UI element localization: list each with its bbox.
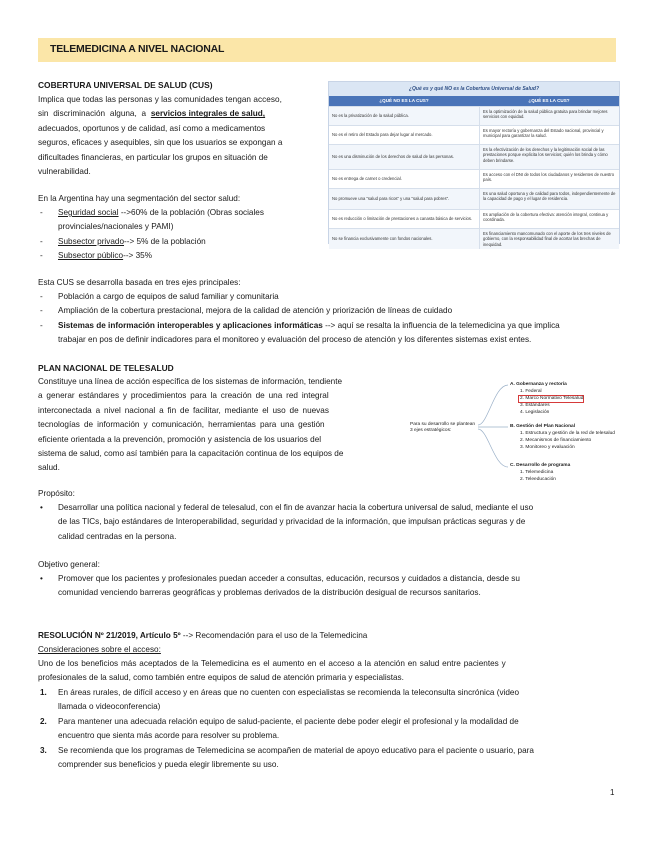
plan-paragraph	[38, 375, 394, 476]
segment-item: - Seguridad social -->60% de la población (Obras sociales	[40, 208, 264, 217]
axis-item: - Sistemas de información interoperables y aplicaciones informáticas --> aquí se resalta la influencia de la telemedicina ya que implica	[40, 320, 560, 330]
title-band	[38, 38, 616, 62]
table-row: No es reducción o limitación de prestaciones a canasta básica de servicios. Es ampliación de la cobertura efectiva: atención integral, continua y coordinada.	[329, 209, 619, 228]
objective-list	[38, 572, 623, 601]
objective-item-cont: comunidad venciendo barreras geográficas y problemas derivados de la distribución desigual de recursos sanitarios.	[58, 588, 481, 598]
segment-item: - Subsector privado--> 5% de la población	[40, 236, 206, 246]
resolution-intro-line: profesionales de la salud, como también entre equipos de salud de atención primaria y especialistas.	[38, 673, 404, 683]
resolution-subheading: Consideraciones sobre el acceso:	[38, 645, 161, 654]
purpose-item-cont: de las TICs, bajo estándares de Interoperabilidad, seguridad y privacidad de la información, que impulsan prácticas seguras y de	[58, 517, 526, 527]
resolution-item: 1. En áreas rurales, de difícil acceso y en áreas que no cuenten con especialistas se recomienda la teleconsulta sincrónica (video	[40, 688, 520, 697]
table-row: No es el retiro del Estado para dejar lugar al mercado. Es mayor rectoría y gobernanza del Estado nacional, provincial y municipal para garantizar la salud.	[329, 125, 619, 144]
diagram-item: 2. Mecanismos de financiamiento	[520, 438, 592, 443]
axis-item: - Ampliación de la cobertura prestacional, mejora de la calidad de atención y priorización de líneas de cuidado	[40, 306, 453, 316]
cus-comparison-table	[328, 81, 620, 247]
cus-intro-line: dificultades financieras, en particular los grupos en situación de	[38, 152, 268, 162]
page-number: 1	[610, 788, 615, 797]
diagram-item: 3. Estándares	[520, 403, 550, 408]
diagram-item: 3. Monitoreo y evaluación	[520, 445, 575, 450]
axis-item: - Población a cargo de equipos de salud familiar y comunitaria	[40, 292, 279, 301]
cus-heading: COBERTURA UNIVERSAL DE SALUD (CUS)	[38, 80, 213, 90]
col-header-no: ¿QUÉ NO ES LA CUS?	[379, 98, 429, 103]
table-row: No es una disminución de los derechos de salud de las personas. Es la efectivización de los derechos y la legitimación social de las prestaciones porque explicita los servicios; quién los brinda y cómo deben brindarse.	[329, 144, 619, 169]
purpose-label: Propósito:	[38, 489, 75, 498]
resolution-heading: RESOLUCIÓN Nº 21/2019, Artículo 5º --> Recomendación para el uso de la Telemedicina	[38, 631, 368, 640]
diagram-axis-a: A. Gobernanza y rectoría	[510, 382, 567, 387]
table-header	[329, 96, 619, 106]
plan-line: a generar estándares y procedimientos para la creación de una red integral	[38, 391, 329, 401]
purpose-item: • Desarrollar una política nacional y federal de telesalud, con el fin de avanzar hacia la cobertura universal de salud, mediante el uso	[40, 503, 534, 512]
cus-intro	[38, 93, 320, 179]
resolution-intro-line: Uno de los beneficios más aceptados de la Telemedicina es el aumento en el acceso a la atención en salud entre pacientes y	[38, 659, 506, 668]
resolution-item-cont: encuentro que sienta más acorde para resolver su problema.	[58, 731, 280, 741]
table-row: No se financia exclusivamente con fondos nacionales. Es financiamiento mancomunado con el aporte de los tres niveles de gobierno, con la responsabilidad final de acortar las brechas de inequidad.	[329, 228, 619, 249]
diagram-item: 1. Telemedicina	[520, 470, 554, 475]
diagram-item: 2. Teleeducación	[520, 477, 556, 482]
table-row: No promueve una "salud para ricos" y una "salud para pobres". Es una salud oportuna y de calidad para todos, independientemente de la capacidad de pago y el lugar de residencia.	[329, 188, 619, 209]
diagram-item: 1. Estructura y gestión de la red de telesalud	[520, 431, 615, 436]
table-row: No es la privatización de la salud pública. Es la optimización de la salud pública gratuita para brindar mejores servicios con equidad.	[329, 106, 619, 125]
diagram-item: 1. Federal	[520, 389, 542, 394]
plan-line: tecnologías de información y comunicación, herramientas para una gestión	[38, 420, 325, 430]
resolution-item: 3. Se recomienda que los programas de Telemedicina se acompañen de material de apoyo educativo para el paciente o usuario, para	[40, 745, 534, 755]
cus-intro-line: adecuados, oportunos y de calidad, así como a medicamentos	[38, 123, 266, 133]
resolution-intro	[38, 657, 623, 686]
table-body	[329, 106, 619, 249]
cus-intro-line: sin discriminación alguna, a servicios integrales de salud,	[38, 109, 266, 119]
strategic-axes-diagram	[406, 378, 628, 484]
diagram-axis-b: B. Gestión del Plan Nacional	[510, 424, 576, 429]
objective-item: • Promover que los pacientes y profesionales puedan acceder a consultas, educación, recursos y cuidados a distancia, desde su	[40, 574, 520, 583]
axes-list	[38, 290, 623, 348]
axes-intro: Esta CUS se desarrolla basada en tres ejes principales:	[38, 278, 241, 287]
diagram-axis-c: C. Desarrollo de programa	[510, 463, 571, 468]
col-header-yes: ¿QUÉ ES LA CUS?	[528, 98, 570, 103]
diagram-item: 2. Marco Normativo Telesalud	[520, 396, 584, 401]
resolution-item: 2. Para mantener una adecuada relación equipo de salud-paciente, el paciente debe poder elegir el profesional y la modalidad de	[40, 716, 519, 726]
plan-line: Constituye una línea de acción específica de los sistemas de información, tendiente	[38, 377, 343, 386]
segments-list	[38, 206, 320, 264]
segmentation-intro: En la Argentina hay una segmentación del sector salud:	[38, 194, 241, 203]
plan-line: salud.	[38, 463, 60, 473]
axis-item-cont: trabajar en pos de definir indicadores para el monitoreo y evaluación del proceso de atención y los diferentes sistemas exist entes.	[58, 335, 532, 345]
purpose-list	[38, 501, 623, 544]
resolution-item-cont: llamada o videoconferencia)	[58, 702, 161, 712]
segment-item-cont: provinciales/nacionales y PAMI)	[58, 222, 174, 232]
cus-highlight: servicios integrales de salud,	[150, 109, 266, 119]
plan-line: interconectada a nivel nacional a fin de facilitar, mediante el uso de nuevas	[38, 405, 329, 415]
diagram-root: Para su desarrollo se plantean 3 ejes estratégicos:	[410, 422, 476, 433]
cus-intro-line: Implica que todas las personas y las comunidades tengan acceso,	[38, 95, 282, 104]
purpose-item-cont: calidad centradas en la persona.	[58, 531, 177, 541]
table-title: ¿Qué es y qué NO es la Cobertura Universal de Salud?	[329, 82, 619, 96]
resolution-item-cont: comprender sus beneficios y pueda elegir libremente su uso.	[58, 760, 279, 770]
table-row: No es entrega de carnet o credencial. Es acceso con el DNI de todos los ciudadanos y residentes de nuestro país.	[329, 169, 619, 188]
plan-line: sistema de salud, como así también para la capacitación continua de los equipos de	[38, 449, 344, 459]
plan-line: eficiente orientada a la prevención, promoción y asistencia de los usuarios del	[38, 434, 322, 444]
resolution-list	[38, 686, 623, 772]
diagram-item: 4. Legislación	[520, 410, 550, 415]
segment-item: - Subsector público--> 35%	[40, 251, 152, 261]
objective-label: Objetivo general:	[38, 560, 100, 569]
cus-intro-line: vulnerabilidad.	[38, 167, 91, 177]
page-title: TELEMEDICINA A NIVEL NACIONAL	[50, 43, 225, 55]
plan-heading: PLAN NACIONAL DE TELESALUD	[38, 363, 174, 373]
cus-intro-line: seguros, eficaces y asequibles, sin que los usuarios se expongan a	[38, 138, 283, 148]
